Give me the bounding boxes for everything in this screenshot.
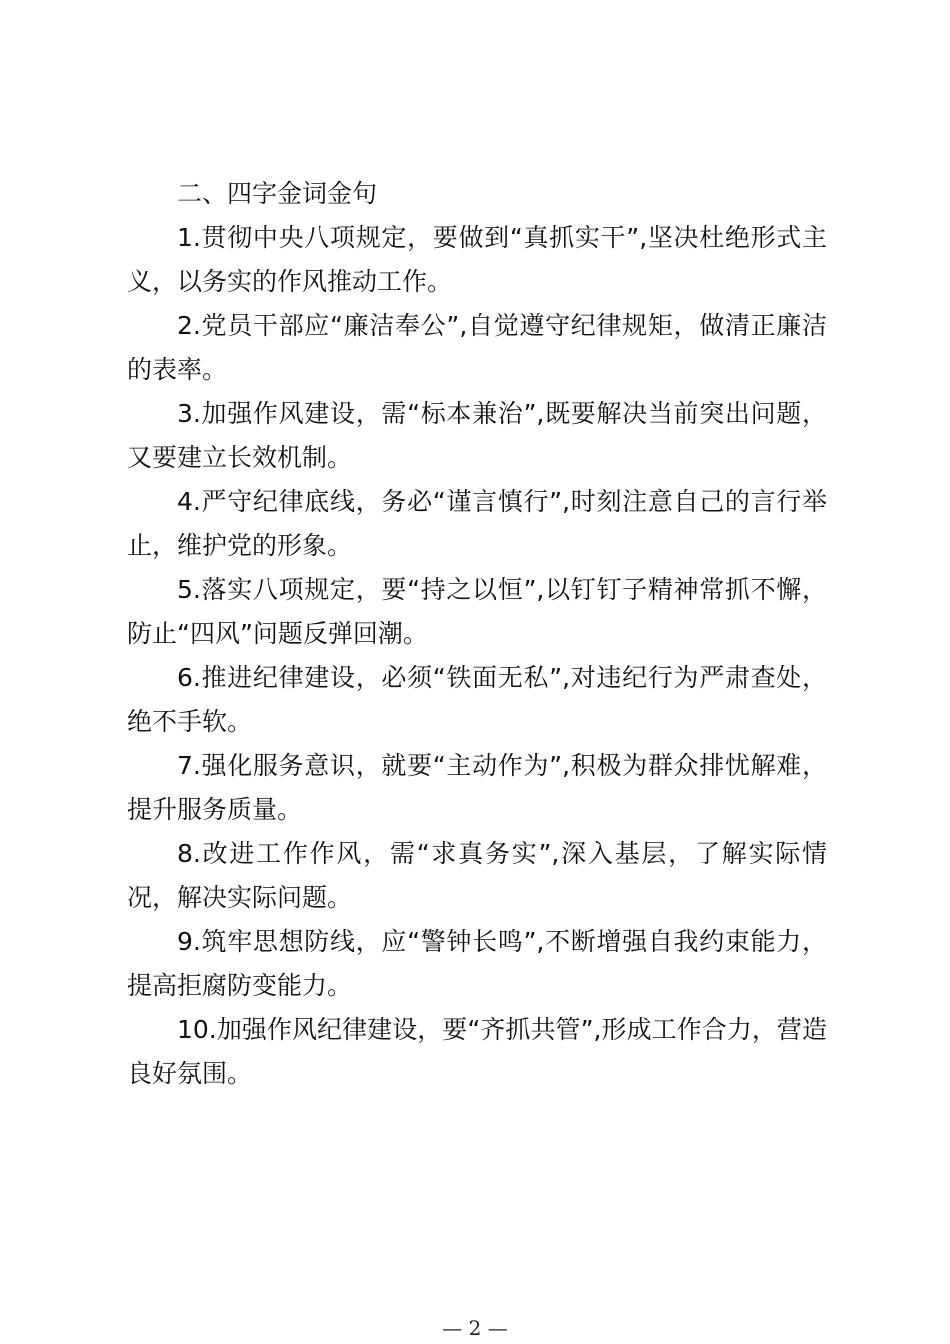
- list-item-10: 10.加强作风纪律建设，要“齐抓共管”,形成工作合力，营造良好氛围。: [127, 1015, 827, 1088]
- list-item-9: 9.筑牢思想防线，应“警钟长鸣”,不断增强自我约束能力，提高拒腐防变能力。: [127, 927, 827, 1000]
- list-item-2: 2.党员干部应“廉洁奉公”,自觉遵守纪律规矩，做清正廉洁的表率。: [127, 311, 827, 384]
- document-body: [127, 172, 827, 1096]
- list-item-6: 6.推进纪律建设，必须“铁面无私”,对违纪行为严肃查处，绝不手软。: [127, 663, 827, 736]
- list-item-4: 4.严守纪律底线，务必“谨言慎行”,时刻注意自己的言行举止，维护党的形象。: [127, 487, 827, 560]
- section-heading: 二、四字金词金句: [177, 179, 378, 208]
- page-number: — 2 —: [442, 1316, 508, 1340]
- list-item-7: 7.强化服务意识，就要“主动作为”,积极为群众排忧解难，提升服务质量。: [127, 751, 827, 824]
- list-item-3: 3.加强作风建设，需“标本兼治”,既要解决当前突出问题，又要建立长效机制。: [127, 399, 827, 472]
- list-item-1: 1.贯彻中央八项规定，要做到“真抓实干”,坚决杜绝形式主义，以务实的作风推动工作。: [127, 223, 827, 296]
- list-item-5: 5.落实八项规定，要“持之以恒”,以钉钉子精神常抓不懈，防止“四风”问题反弹回潮。: [127, 575, 827, 648]
- list-item-8: 8.改进工作作风，需“求真务实”,深入基层，了解实际情况，解决实际问题。: [127, 839, 827, 912]
